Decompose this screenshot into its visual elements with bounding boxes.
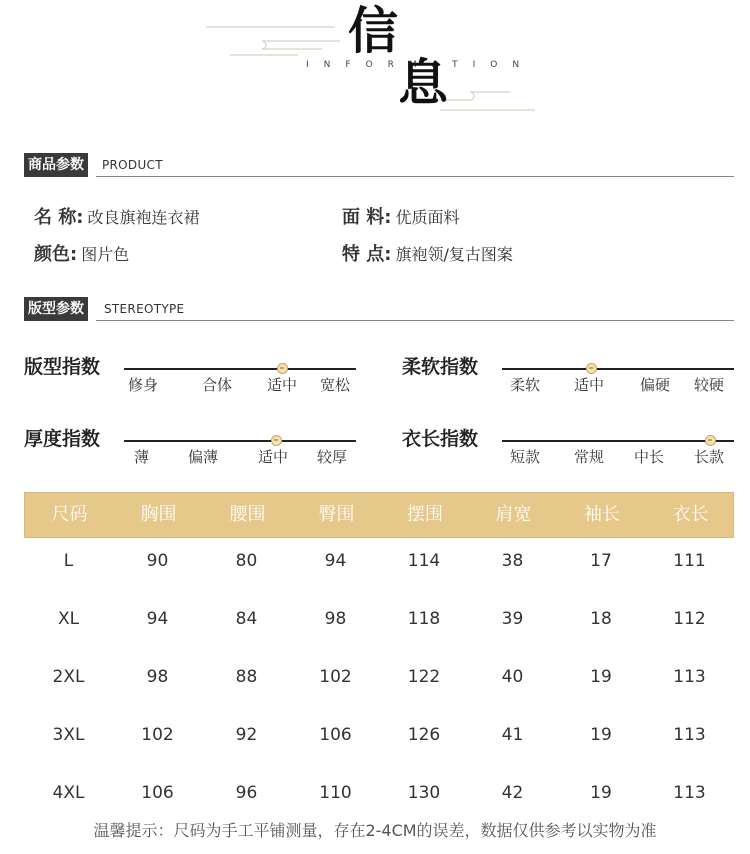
table-cell: 98: [324, 609, 347, 629]
table-cell: 18: [590, 609, 612, 629]
scale-marker: [705, 435, 716, 446]
column-header-shoulder: 肩宽: [495, 504, 532, 525]
field-value: 图片色: [81, 245, 130, 264]
length-index: [402, 424, 742, 484]
title-character-2: 息: [398, 53, 448, 112]
table-cell: 113: [673, 667, 706, 687]
table-row: [24, 604, 734, 634]
table-cell: 84: [235, 609, 258, 629]
field-label: 名 称:: [34, 207, 84, 228]
table-row: [24, 546, 734, 576]
scale-option: 较厚: [317, 448, 348, 466]
scale-option: 修身: [128, 376, 159, 394]
scale-option: 中长: [634, 448, 665, 466]
size-table-header: [24, 492, 734, 538]
field-label: 面 料:: [342, 207, 392, 228]
column-header-hip: 臀围: [318, 504, 355, 525]
thickness-index-title: 厚度指数: [24, 428, 101, 450]
column-header-size: 尺码: [51, 504, 88, 525]
table-cell: 122: [407, 667, 441, 687]
column-header-chest: 胸围: [140, 504, 177, 525]
stereotype-section-en: STEREOTYPE: [104, 302, 185, 316]
table-cell: 19: [590, 783, 612, 803]
table-cell: 102: [141, 725, 174, 745]
field-name: [34, 203, 199, 229]
thickness-index: [24, 424, 364, 484]
scale-option: 柔软: [510, 376, 541, 394]
softness-index: [402, 352, 742, 412]
table-cell: 90: [146, 551, 169, 571]
table-cell: 4XL: [52, 783, 85, 803]
table-row: [24, 662, 734, 692]
field-feature: [342, 240, 513, 266]
measurement-note: 温馨提示：尺码为手工平铺测量，存在2-4CM的误差，数据仅供参考以实物为准: [93, 821, 657, 840]
table-cell: XL: [57, 609, 80, 629]
column-header-hem: 摆围: [407, 504, 443, 525]
column-header-waist: 腰围: [229, 504, 266, 525]
table-cell: 17: [590, 551, 612, 571]
table-cell: 114: [407, 551, 441, 571]
fit-index-title: 版型指数: [24, 356, 101, 378]
field-label: 颜色:: [34, 244, 78, 265]
table-cell: 130: [407, 783, 441, 803]
table-cell: 19: [590, 667, 612, 687]
stereotype-section-bar: [24, 297, 734, 321]
table-cell: 94: [324, 551, 347, 571]
column-header-length: 衣长: [672, 504, 709, 525]
table-cell: 41: [501, 725, 524, 745]
table-cell: 88: [235, 667, 258, 687]
table-cell: 80: [235, 551, 258, 571]
softness-index-title: 柔软指数: [402, 356, 479, 378]
table-cell: 113: [673, 725, 706, 745]
scale-option: 偏硬: [640, 376, 671, 394]
scale-option: 长款: [694, 448, 725, 466]
scale-marker: [271, 435, 282, 446]
scale-option: 常规: [574, 448, 605, 466]
table-cell: L: [63, 551, 74, 571]
field-fabric: [342, 203, 459, 229]
subtitle-information: INFORMATION: [306, 60, 535, 70]
product-section-bar: [24, 153, 734, 177]
product-section-en: PRODUCT: [102, 158, 163, 172]
table-cell: 106: [141, 783, 174, 803]
table-cell: 19: [590, 725, 612, 745]
table-cell: 40: [501, 667, 524, 687]
table-cell: 106: [319, 725, 352, 745]
field-value: 改良旗袍连衣裙: [87, 208, 200, 227]
section-rule: [96, 320, 734, 321]
table-cell: 3XL: [52, 725, 85, 745]
table-cell: 92: [235, 725, 258, 745]
stereotype-section-tag: 版型参数: [24, 297, 88, 321]
scale-option: 偏薄: [188, 448, 219, 466]
field-value: 优质面料: [395, 208, 460, 227]
scale-option: 宽松: [320, 376, 351, 394]
scale-option: 合体: [202, 376, 233, 394]
scale-option: 较硬: [694, 376, 725, 394]
table-row: [24, 720, 734, 750]
table-cell: 98: [146, 667, 169, 687]
column-header-sleeve: 袖长: [584, 504, 620, 525]
scale-option: 适中: [267, 376, 298, 394]
table-cell: 112: [673, 609, 706, 629]
field-value: 旗袍领/复古图案: [395, 245, 513, 264]
table-cell: 94: [146, 609, 169, 629]
table-cell: 110: [319, 783, 352, 803]
scale-line: [502, 440, 734, 442]
table-row: [24, 778, 734, 808]
table-cell: 126: [407, 725, 441, 745]
scale-line: [124, 440, 356, 442]
table-cell: 102: [319, 667, 352, 687]
scale-option: 薄: [134, 448, 150, 466]
product-section-tag: 商品参数: [24, 153, 88, 177]
scale-marker: [277, 363, 288, 374]
scale-option: 短款: [510, 448, 541, 466]
table-cell: 39: [501, 609, 524, 629]
table-cell: 42: [501, 783, 524, 803]
scale-marker: [586, 363, 597, 374]
table-cell: 38: [501, 551, 524, 571]
scale-line: [502, 368, 734, 370]
table-cell: 96: [235, 783, 258, 803]
fit-index: [24, 352, 364, 412]
length-index-title: 衣长指数: [402, 428, 479, 450]
table-cell: 2XL: [52, 667, 85, 687]
field-color: [34, 240, 129, 266]
table-cell: 113: [673, 783, 706, 803]
scale-option: 适中: [258, 448, 289, 466]
table-cell: 111: [673, 551, 706, 571]
field-label: 特 点:: [342, 244, 392, 265]
info-header: [0, 0, 750, 130]
scale-line: [124, 368, 356, 370]
table-cell: 118: [407, 609, 441, 629]
section-rule: [96, 176, 734, 177]
title-character-1: 信: [348, 1, 398, 60]
scale-option: 适中: [574, 376, 605, 394]
